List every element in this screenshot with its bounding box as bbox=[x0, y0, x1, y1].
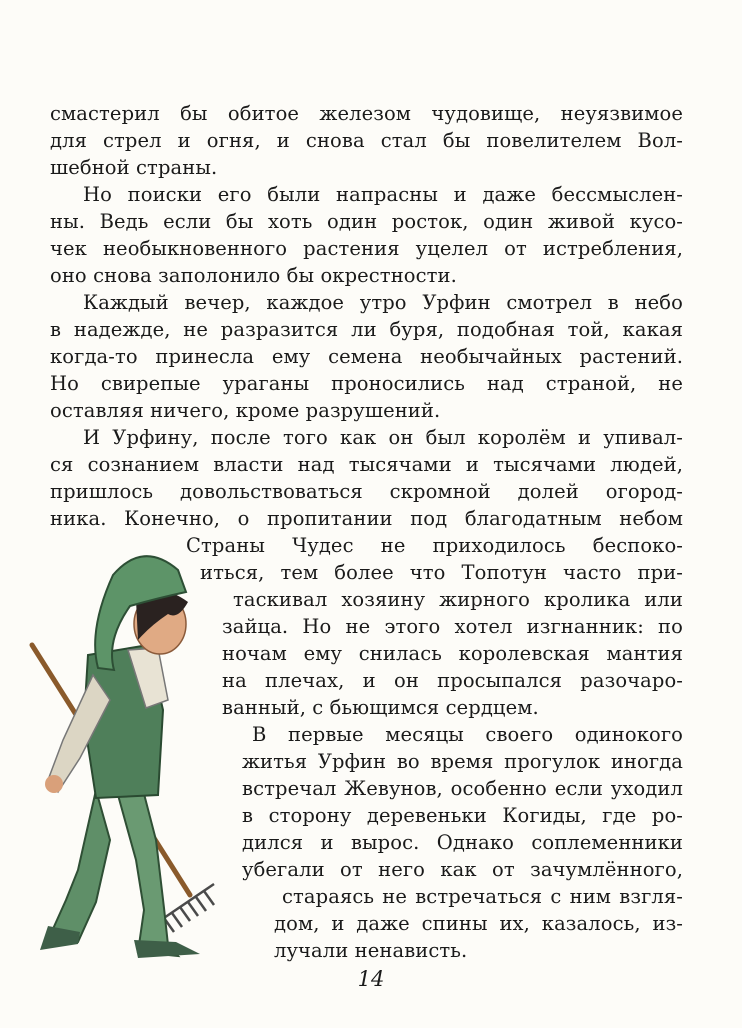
text-line: ся сознанием власти над тысячами и тысячами людей, bbox=[50, 453, 683, 476]
front-boot bbox=[134, 940, 200, 958]
text-line: убегали от него как от зачумлённого, bbox=[242, 858, 683, 881]
text-line: ны. Ведь если бы хоть один росток, один живой кусо- bbox=[50, 210, 683, 233]
text-line: на плечах, и он просыпался разочаро- bbox=[222, 669, 683, 692]
text-line: в сторону деревеньки Когиды, где ро- bbox=[242, 804, 683, 827]
text-line: для стрел и огня, и снова стал бы повелителем Вол- bbox=[50, 129, 683, 152]
text-line: иться, тем более что Топотун часто при- bbox=[200, 561, 683, 584]
text-line: Но поиски его были напрасны и даже бессмыслен- bbox=[83, 183, 683, 206]
text-line: Каждый вечер, каждое утро Урфин смотрел в небо bbox=[83, 291, 683, 314]
page-number: 14 bbox=[357, 967, 385, 991]
front-leg bbox=[118, 790, 178, 956]
text-line: ванный, с бьющимся сердцем. bbox=[222, 696, 539, 719]
hand bbox=[45, 775, 63, 793]
text-line: В первые месяцы своего одинокого bbox=[252, 723, 683, 746]
urfin-with-rake-illustration bbox=[18, 540, 228, 970]
text-line: лучали ненависть. bbox=[274, 939, 468, 962]
text-line: стараясь не встречаться с ним взгля- bbox=[282, 885, 683, 908]
text-line: ника. Конечно, о пропитании под благодатным небом bbox=[50, 507, 683, 530]
text-line: оставляя ничего, кроме разрушений. bbox=[50, 399, 441, 422]
text-line: когда-то принесла ему семена необычайных растений. bbox=[50, 345, 683, 368]
text-line: таскивал хозяину жирного кролика или bbox=[233, 588, 683, 611]
text-line: дом, и даже спины их, казалось, из- bbox=[274, 912, 683, 935]
text-line: шебной страны. bbox=[50, 156, 218, 179]
text-line: житья Урфин во время прогулок иногда bbox=[242, 750, 683, 773]
text-line: встречал Жевунов, особенно если уходил bbox=[242, 777, 683, 800]
text-line: дился и вырос. Однако соплеменники bbox=[242, 831, 683, 854]
text-line: пришлось довольствоваться скромной долей огород- bbox=[50, 480, 683, 503]
text-line: Страны Чудес не приходилось беспоко- bbox=[186, 534, 683, 557]
text-line: оно снова заполонило бы окрестности. bbox=[50, 264, 457, 287]
text-line: смастерил бы обитое железом чудовище, неуязвимое bbox=[50, 102, 683, 125]
text-line: в надежде, не разразится ли буря, подобная той, какая bbox=[50, 318, 683, 341]
text-line: ночам ему снилась королевская мантия bbox=[222, 642, 683, 665]
back-leg bbox=[48, 790, 110, 942]
text-line: И Урфину, после того как он был королём и упивал- bbox=[83, 426, 683, 449]
text-line: зайца. Но не этого хотел изгнанник: по bbox=[222, 615, 683, 638]
text-line: чек необыкновенного растения уцелел от истребления, bbox=[50, 237, 683, 260]
text-line: Но свирепые ураганы проносились над страной, не bbox=[50, 372, 683, 395]
